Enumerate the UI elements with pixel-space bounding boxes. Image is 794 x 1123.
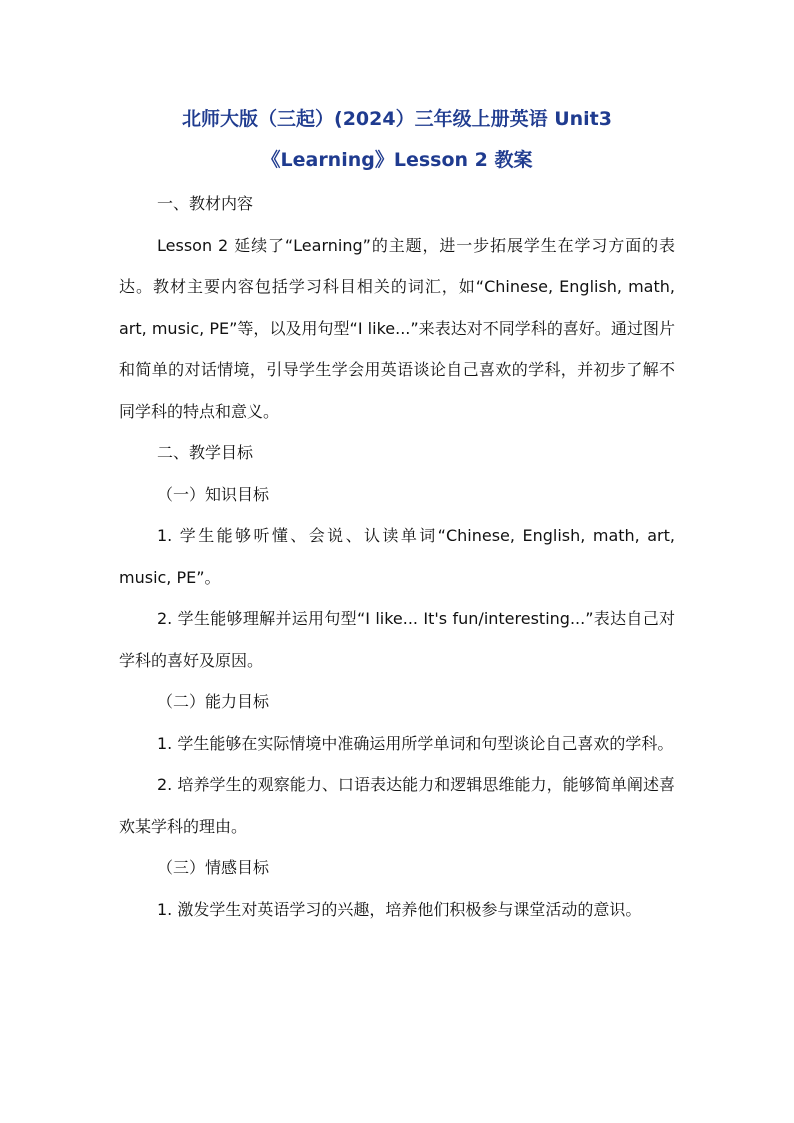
section-heading-objectives: 二、教学目标 <box>157 443 254 462</box>
document-body <box>119 183 675 930</box>
subheading-knowledge: （一）知识目标 <box>157 484 270 504</box>
subheading-emotion: （三）情感目标 <box>157 858 270 877</box>
subheading-ability: （二）能力目标 <box>157 692 270 711</box>
page-title-line-2: 《Learning》Lesson 2 教案 <box>261 149 533 171</box>
ability-item-1: 1. 学生能够在实际情境中准确运用所学单词和句型谈论自己喜欢的学科。 <box>157 733 674 753</box>
page-title-line-1: 北师大版（三起）(2024）三年级上册英语 Unit3 <box>182 108 612 130</box>
section-heading-materials: 一、教材内容 <box>157 194 254 213</box>
knowledge-item-1: 1. 学生能够听懂、会说、认读单词“Chinese, English, math, art, music, PE”。 <box>119 526 675 587</box>
knowledge-item-2: 2. 学生能够理解并运用句型“I like... It's fun/interesting...”表达自己对学科的喜好及原因。 <box>119 609 675 670</box>
emotion-item-1: 1. 激发学生对英语学习的兴趣，培养他们积极参与课堂活动的意识。 <box>157 899 642 919</box>
materials-paragraph: Lesson 2 延续了“Learning”的主题，进一步拓展学生在学习方面的表达。教材主要内容包括学习科目相关的词汇，如“Chinese, English, math, art, music, PE”等，以及用句型“I like...”来表达对不同学科的喜好。通过图片和简单的对话情境，引导学生学会用英语谈论自己喜欢的学科，并初步了解不同学科的特点和意义。 <box>119 235 675 421</box>
ability-item-2: 2. 培养学生的观察能力、口语表达能力和逻辑思维能力，能够简单阐述喜欢某学科的理由。 <box>119 775 675 836</box>
